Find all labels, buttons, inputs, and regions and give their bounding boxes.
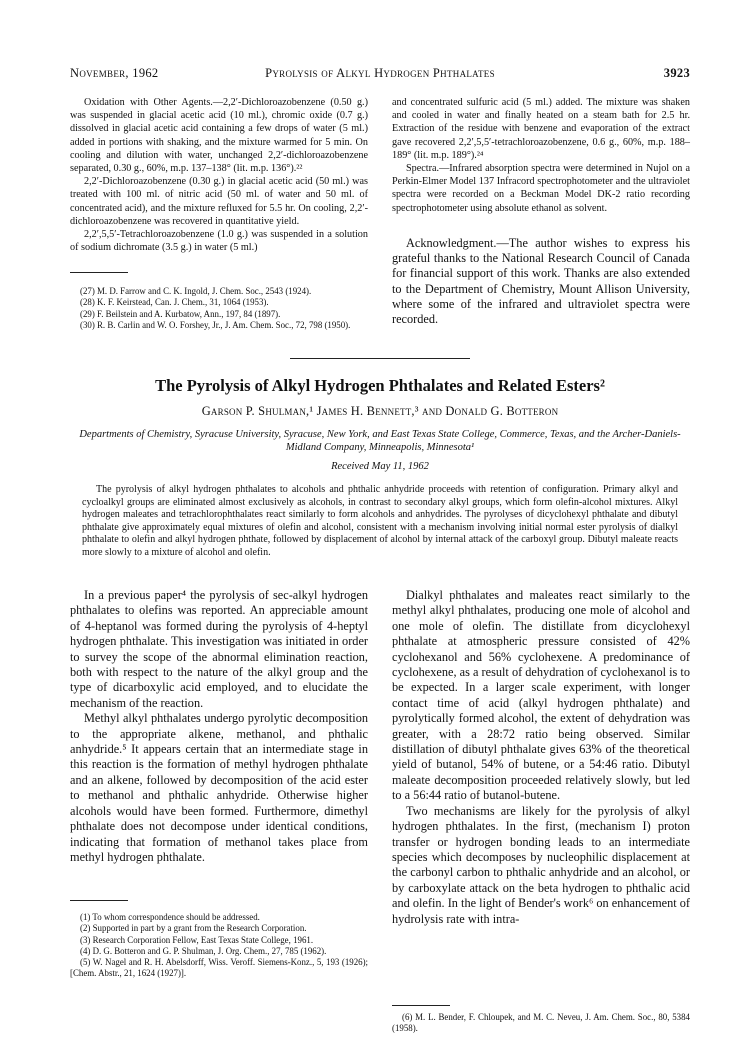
footnote: (4) D. G. Botteron and G. P. Shulman, J. Org. Chem., 27, 785 (1962). [80, 945, 327, 956]
footnote: (28) K. F. Keirstead, Can. J. Chem., 31, 1064 (1953). [80, 297, 269, 308]
prev-paragraph: Spectra.—Infrared absorption spectra were determined in Nujol on a Perkin-Elmer Model 137 Infracord spectrophotometer and the ultraviolet spectra were recorded on a Beckman Model DK-2 ratio recording spectrophotometer using absolute ethanol as solvent. [392, 163, 690, 214]
body-right-column [392, 588, 690, 927]
footnote-rule [392, 1005, 450, 1006]
header-date: November, 1962 [70, 66, 159, 80]
received-date: Received May 11, 1962 [331, 461, 429, 472]
footnote: (2) Supported in part by a grant from the Research Corporation. [80, 923, 307, 934]
prev-right-column [392, 96, 690, 215]
prev-paragraph: 2,2′-Dichloroazobenzene (0.30 g.) in glacial acetic acid (50 ml.) was treated with 100 ml. of nitric acid (50 ml. of water and 50 ml. of concentrated acid), and the mixture refluxed for 5.5 hr. On cooling, 2,2′-dichloroazobenzene was recovered in quantitative yield. [70, 176, 368, 227]
body-paragraph: In a previous paper⁴ the pyrolysis of sec-alkyl hydrogen phthalates to olefins was reported. An appreciable amount of 4-heptanol was formed during the pyrolysis of 4-heptyl hydrogen phthalate. This investigation was initiated in order to survey the scope of the abnormal elimination reaction, both with respect to the nature of the alkyl group and the type of dicarboxylic acid employed, and to elucidate the mechanism of the reaction. [70, 588, 368, 710]
footnote: (5) W. Nagel and R. H. Abelsdorff, Wiss. Veroff. Siemens-Konz., 5, 193 (1926); [Chem. Abstr., 21, 1624 (1927)]. [70, 957, 368, 979]
footnote: (1) To whom correspondence should be addressed. [80, 912, 260, 922]
footnote-rule [70, 272, 128, 273]
acknowledgment: Acknowledgment.—The author wishes to express his grateful thanks to the National Research Council of Canada for financial support of this work. Thanks are also extended to the Department of Chemistry, Mount Allison University, where some of the infrared and ultraviolet spectra were recorded. [392, 236, 690, 327]
body-paragraph: Methyl alkyl phthalates undergo pyrolytic decomposition to the appropriate alkene, methanol, and phthalic anhydride.⁵ It appears certain that an intermediate stage in this reaction is the formation of methyl hydrogen phthalate and an alkene, followed by decomposition of the acid ester to methanol and phthalic anhydride. Otherwise higher alcohols would have been formed. Furthermore, dimethyl phthalate does not decompose under identical conditions, indicating that formation of methanol takes place from methyl hydrogen phthalate. [70, 711, 368, 864]
article-separator [290, 358, 470, 359]
body-paragraph: Two mechanisms are likely for the pyrolysis of alkyl hydrogen phthalates. In the first, (mechanism I) proton transfer or hydrogen bonding leads to an intermediate species which decomposes by nucleophilic displacement at the carbonyl carbon to phthalic anhydride and an alcohol, or by carboxylate attack on the beta hydrogen to phthalic acid and olefin. In the light of Bender's work⁶ on enhancement of hydrolysis rate with intra- [392, 803, 690, 926]
article-authors: Garson P. Shulman,¹ James H. Bennett,³ and Donald G. Botteron [201, 404, 559, 418]
body-paragraph: Dialkyl phthalates and maleates react similarly to the methyl alkyl phthalates, producing one mole of alcohol and one mole of olefin. The distillate from dicyclohexyl phthalate at atmospheric pressure consisted of 42% cyclohexanol and 56% cyclohexene. A predominance of cyclohexene, as a result of dehydration of cyclohexanol is to be expected. In a larger scale experiment, with longer contact time of acid (alkyl hydrogen phthalate) and pyrolytically formed alcohol, the extent of dehydration was greater, with a 28:72 ratio being observed. Similar distillation of dibutyl phthalate gives 63% of the theoretical yield of butanol, 54% of butene, or a 54:46 ratio. Dibutyl maleate decomposition proceeded relatively slowly, but led to a 56:44 ratio of butanol-butene. [392, 588, 690, 803]
prev-paragraph: Oxidation with Other Agents.—2,2′-Dichloroazobenzene (0.50 g.) was suspended in glacial acetic acid (10 ml.), chromic oxide (0.7 g.) dissolved in glacial acetic acid containing a few drops of water (5 ml.) added in portions with shaking, and the mixture warmed for 5 min. On cooling and dilution with water, unchanged 2,2′-dichloroazobenzene separated, 0.30 g., 60%, m.p. 137–138° (lit. m.p. 136°).²² [70, 97, 368, 175]
prev-footnotes [70, 286, 368, 331]
prev-paragraph: 2,2′,5,5′-Tetrachloroazobenzene (1.0 g.) was suspended in a solution of sodium dichromate (3.5 g.) in water (5 ml.) [70, 229, 368, 254]
article-title: The Pyrolysis of Alkyl Hydrogen Phthalates and Related Esters² [155, 376, 605, 395]
footnote-rule [70, 900, 128, 901]
footnote: (30) R. B. Carlin and W. O. Forshey, Jr., J. Am. Chem. Soc., 72, 798 (1950). [80, 319, 351, 330]
article-footnotes-right [392, 1012, 690, 1035]
prev-paragraph: and concentrated sulfuric acid (5 ml.) added. The mixture was shaken and cooled in water and finally heated on a steam bath for 2.5 hr. Extraction of the residue with benzene and evaporation of the extract gave recovered 2,2′,5,5′-tetrachloroazobenzene, 0.6 g., 60%, m.p. 188–189° (lit. m.p. 189°).²⁴ [392, 97, 690, 161]
footnote: (27) M. D. Farrow and C. K. Ingold, J. Chem. Soc., 2543 (1924). [80, 286, 312, 296]
article-affiliation: Departments of Chemistry, Syracuse University, Syracuse, New York, and East Texas State College, Commerce, Texas, and the Archer-Daniels-Midland Company, Minneapolis, Minnesota¹ [79, 429, 681, 453]
prev-left-column [70, 96, 368, 254]
footnote: (3) Research Corporation Fellow, East Texas State College, 1961. [80, 934, 314, 945]
body-left-column [70, 588, 368, 865]
header-running-title: Pyrolysis of Alkyl Hydrogen Phthalates [265, 66, 495, 80]
abstract: The pyrolysis of alkyl hydrogen phthalates to alcohols and phthalic anhydride proceeds with retention of configuration. Primary alkyl and cycloalkyl groups are eliminated almost exclusively as alcohols, in contrast to secondary alkyl groups, which form olefin-alcohol mixtures. Alkyl hydrogen maleates and tetrachlorophthalates react similarly to form alcohols and anhydrides. The pyrolyses of dicyclohexyl phthalate and dibutyl phthalate give approximately equal mixtures of olefin and alcohol, consistent with a mechanism involving initial normal ester pyrolysis of dialkyl phthalate to olefin and alkyl hydrogen phthate, followed by displacement of alcohol by internal attack of the carboxyl group. Dibutyl maleate reacts more slowly to a mixture of alcohol and olefin. [82, 484, 678, 558]
page-number: 3923 [663, 66, 690, 80]
article-footnotes-left [70, 912, 368, 980]
footnote: (29) F. Beilstein and A. Kurbatow, Ann., 197, 84 (1897). [80, 308, 281, 319]
footnote: (6) M. L. Bender, F. Chloupek, and M. C. Neveu, J. Am. Chem. Soc., 80, 5384 (1958). [392, 1012, 690, 1034]
